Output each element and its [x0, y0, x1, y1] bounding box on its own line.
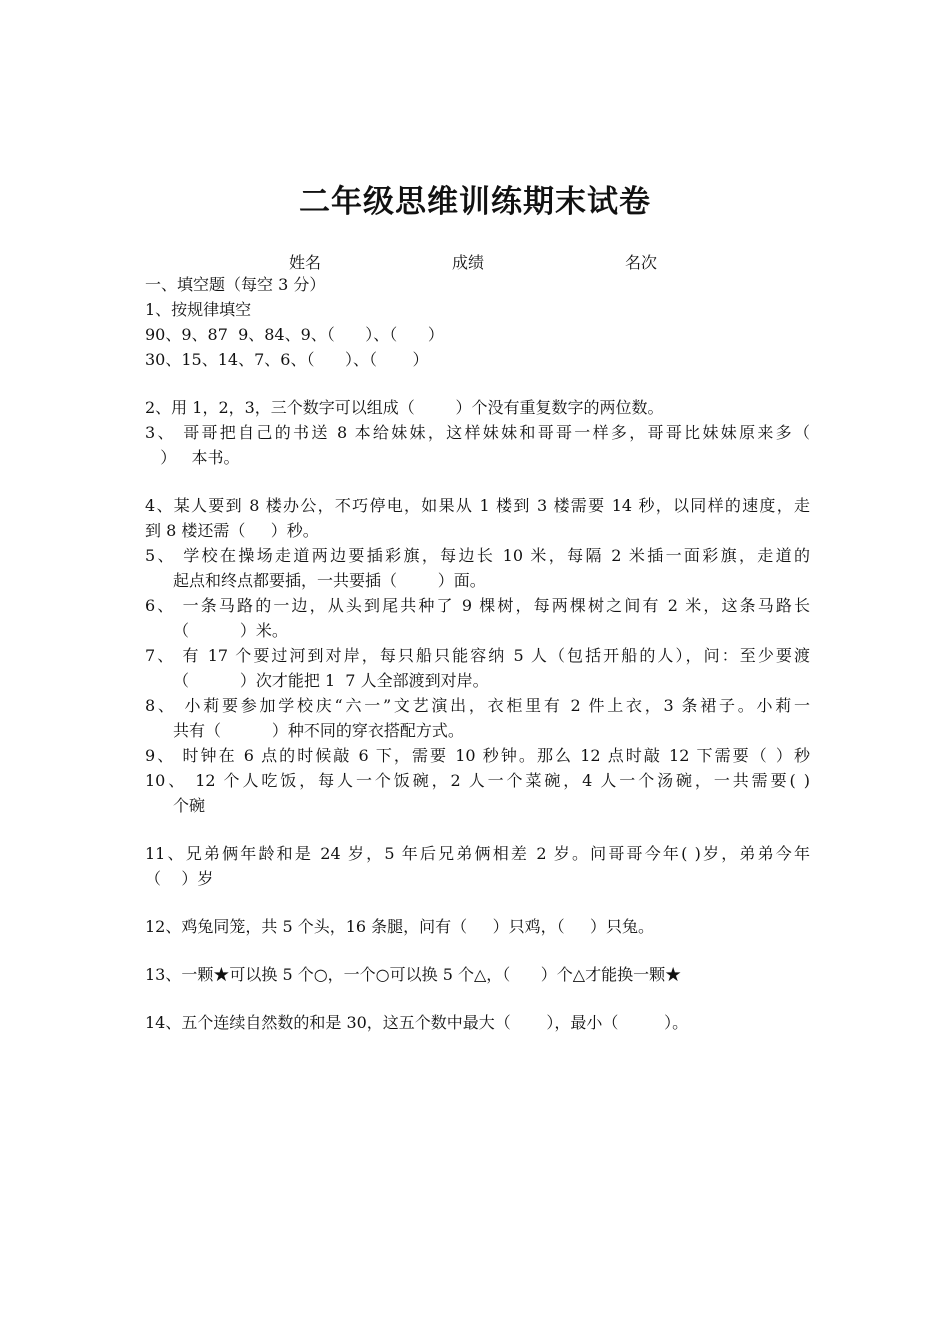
- question-11-line-2: （ ）岁: [145, 869, 214, 888]
- question-1-sequence-1: 90、9、87 9、84、9、（ ）、（ ）: [145, 325, 444, 344]
- question-6-line-2: （ ）米。: [173, 621, 288, 640]
- score-label: 成绩: [452, 253, 485, 272]
- question-5-line-1: 5、 学校在操场走道两边要插彩旗，每边长 10 米，每隔 2 米插一面彩旗，走道的: [145, 546, 810, 565]
- question-list: [145, 272, 810, 1035]
- question-7-line-2: （ ）次才能把 1 7 人全部渡到对岸。: [173, 671, 489, 690]
- question-1-sequence-2: 30、15、14、7、6、（ ）、（ ）: [145, 350, 429, 369]
- question-9: 9、 时钟在 6 点的时候敲 6 下，需要 10 秒钟。那么 12 点时敲 12 下需要（ ）秒: [145, 746, 810, 765]
- question-10-line-2: 个碗: [173, 796, 206, 815]
- question-14: 14、五个连续自然数的和是 30，这五个数中最大（ ），最小（ ）。: [145, 1013, 689, 1032]
- name-label: 姓名: [289, 253, 322, 272]
- question-4-line-1: 4、某人要到 8 楼办公，不巧停电，如果从 1 楼到 3 楼需要 14 秒，以同样的速度，走: [145, 496, 810, 515]
- question-10-line-1: 10、 12 个人吃饭，每人一个饭碗，2 人一个菜碗，4 人一个汤碗，一共需要( ): [145, 771, 810, 790]
- question-13: 13、一颗★可以换 5 个○，一个○可以换 5 个△，（ ）个△才能换一颗★: [145, 965, 682, 984]
- question-11-line-1: 11、兄弟俩年龄和是 24 岁，5 年后兄弟俩相差 2 岁。问哥哥今年( )岁，弟弟今年: [145, 844, 810, 863]
- question-3-line-1: 3、 哥哥把自己的书送 8 本给妹妹，这样妹妹和哥哥一样多，哥哥比妹妹原来多（: [145, 423, 810, 442]
- question-1-heading: 1、按规律填空: [145, 300, 252, 319]
- question-7-line-1: 7、 有 17 个要过河到对岸，每只船只能容纳 5 人（包括开船的人），问：至少要渡: [145, 646, 810, 665]
- page-title: 二年级思维训练期末试卷: [299, 184, 651, 220]
- question-5-line-2: 起点和终点都要插，一共要插（ ）面。: [173, 571, 486, 590]
- question-6-line-1: 6、 一条马路的一边，从头到尾共种了 9 棵树，每两棵树之间有 2 米，这条马路长: [145, 596, 810, 615]
- question-3-line-2: ） 本书。: [145, 448, 240, 467]
- question-2: 2、用 1，2，3，三个数字可以组成（ ）个没有重复数字的两位数。: [145, 398, 664, 417]
- section-heading: 一、填空题（每空 3 分）: [145, 275, 326, 294]
- question-8-line-1: 8、 小莉要参加学校庆“六一”文艺演出，衣柜里有 2 件上衣，3 条裙子。小莉一: [145, 696, 810, 715]
- question-12: 12、鸡兔同笼，共 5 个头，16 条腿，问有（ ）只鸡，（ ）只兔。: [145, 917, 655, 936]
- rank-label: 名次: [625, 253, 658, 272]
- question-4-line-2: 到 8 楼还需（ ）秒。: [145, 521, 319, 540]
- question-8-line-2: 共有（ ）种不同的穿衣搭配方式。: [173, 721, 464, 740]
